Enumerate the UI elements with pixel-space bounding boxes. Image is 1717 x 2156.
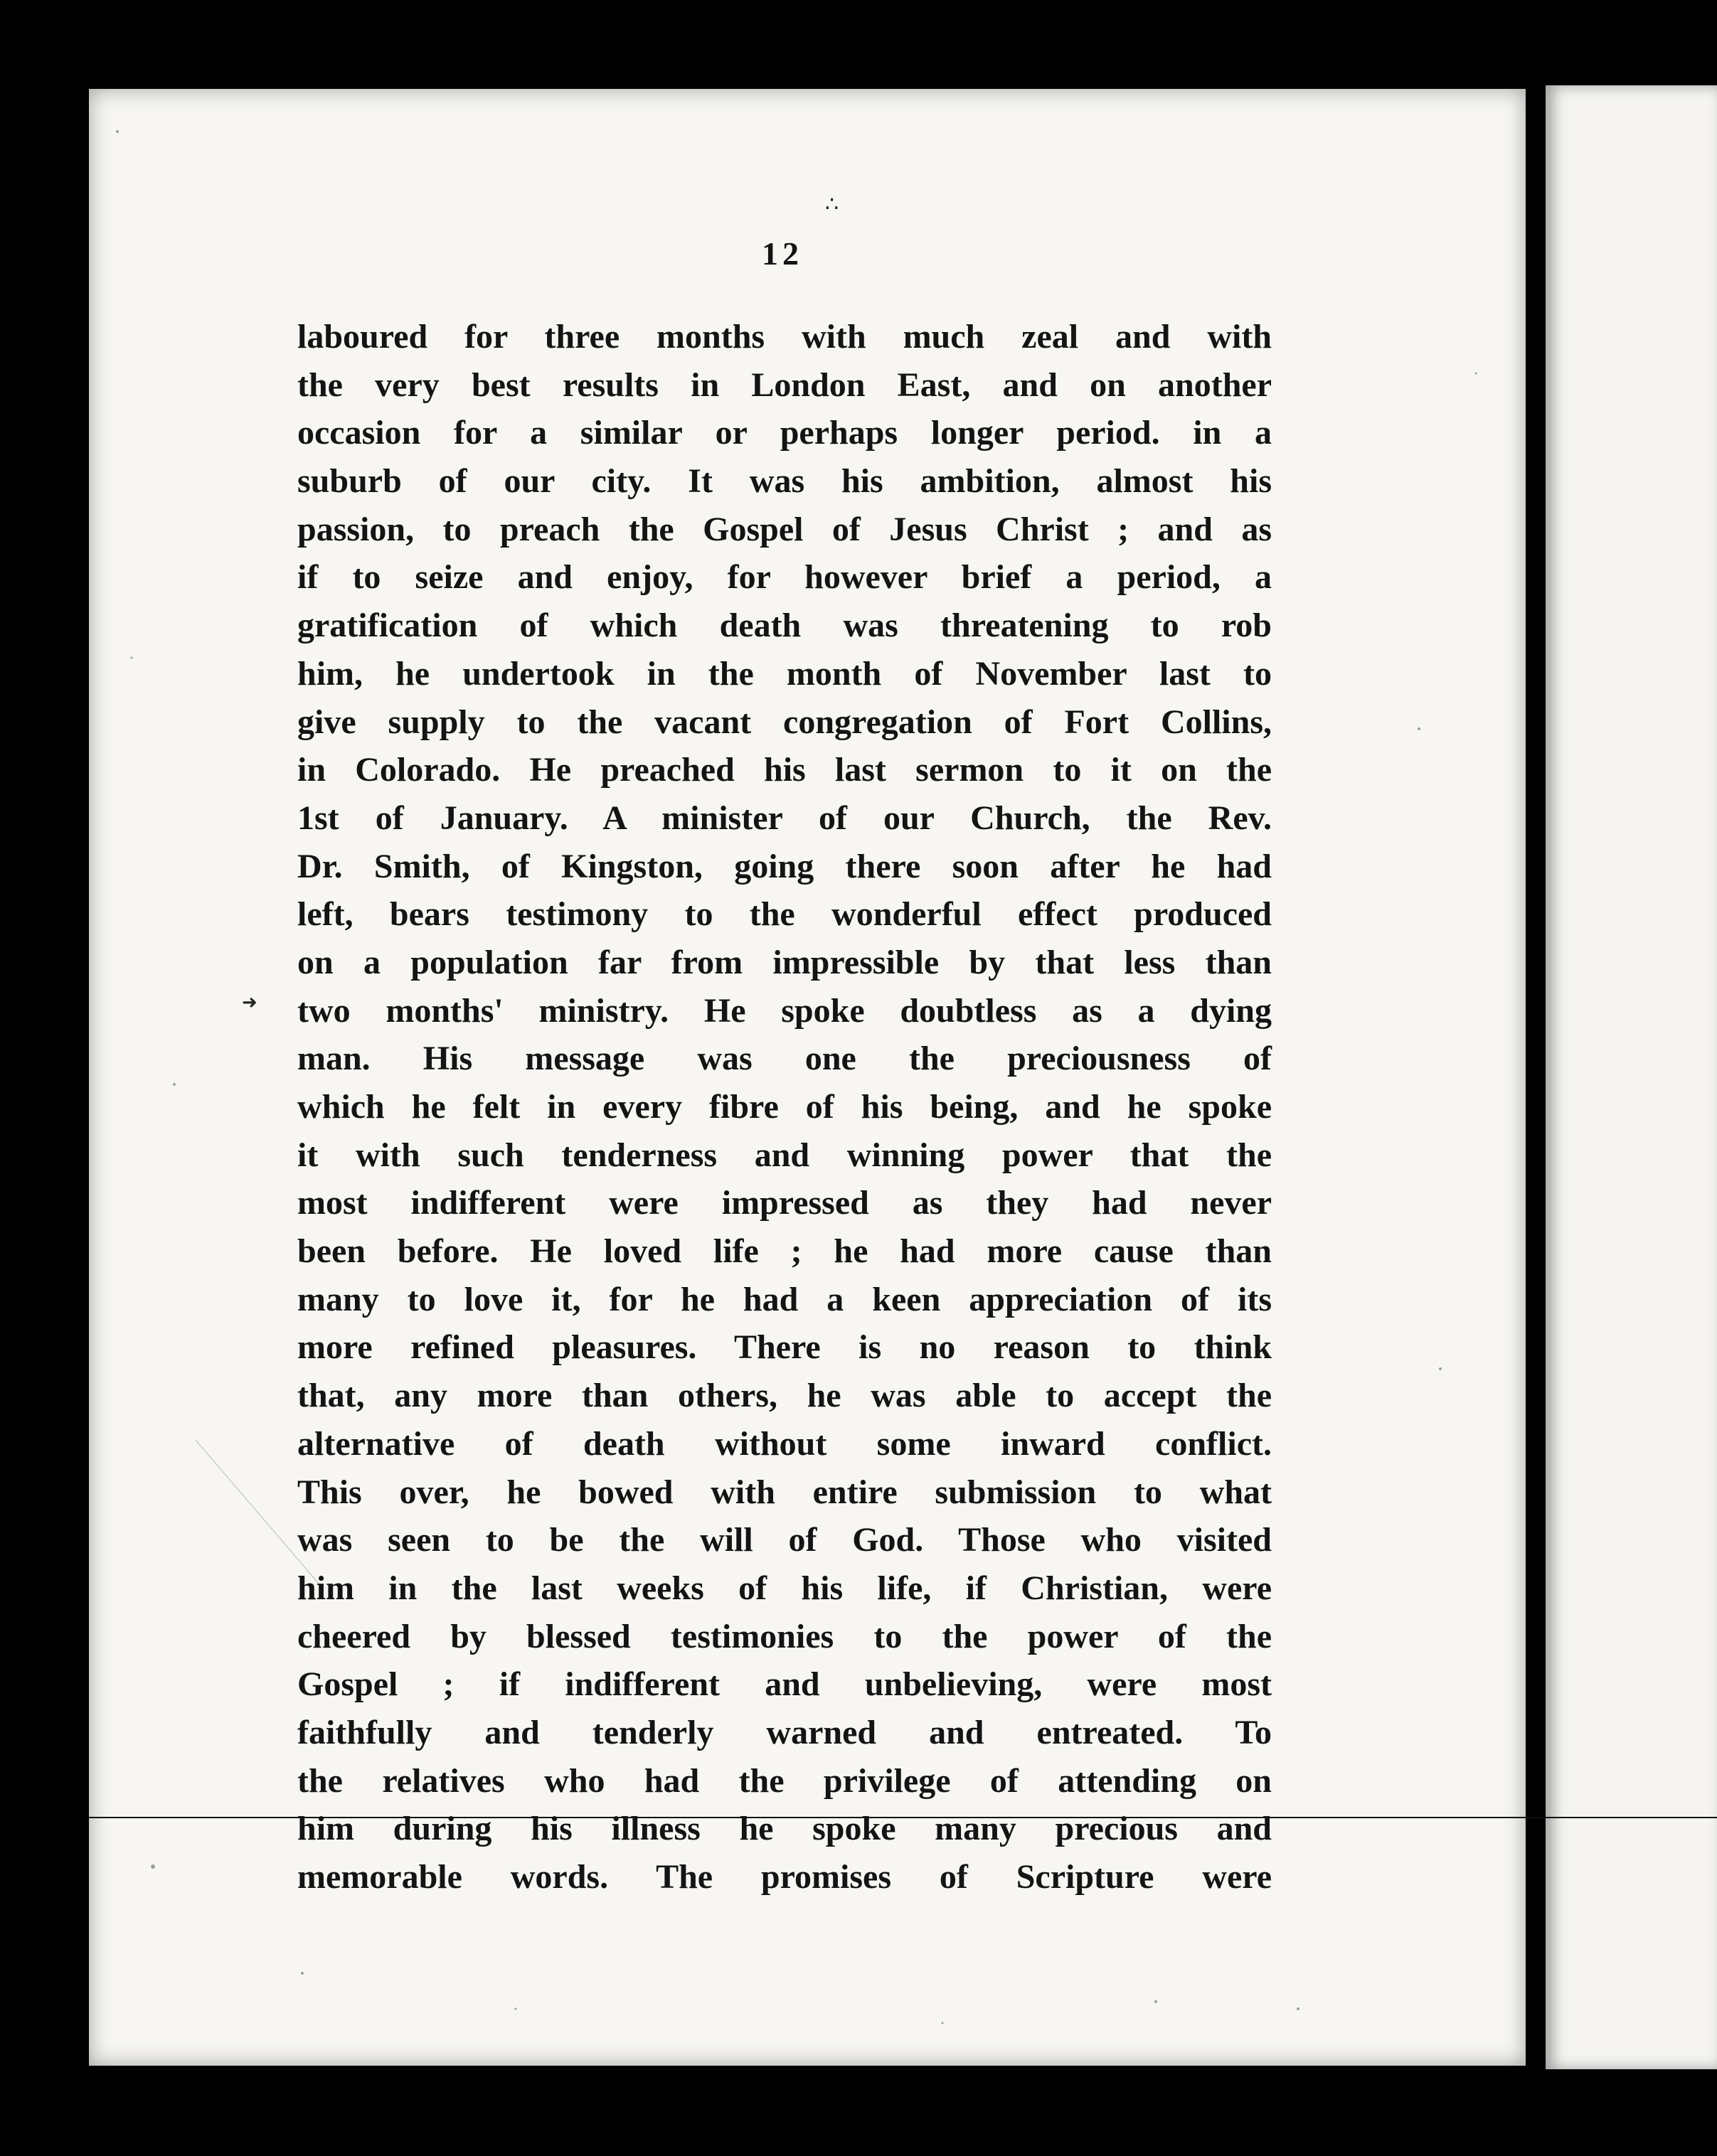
text-line: many to love it, for he had a keen appreciation of its — [297, 1280, 1272, 1318]
text-line: was seen to be the will of God. Those who visited — [297, 1521, 1272, 1559]
text-line: that, any more than others, he was able to accept the — [297, 1377, 1272, 1415]
text-line: laboured for three months with much zeal and with — [297, 318, 1272, 356]
text-line: which he felt in every fibre of his being, and he spoke — [297, 1088, 1272, 1126]
text-line: alternative of death without some inward conflict. — [297, 1424, 1272, 1463]
body-text — [297, 313, 1272, 1901]
text-line: suburb of our city. It was his ambition, almost his — [297, 462, 1272, 501]
text-line: passion, to preach the Gospel of Jesus Christ ; and as — [297, 510, 1272, 548]
arrow-mark-icon: ➜ — [242, 992, 257, 1013]
text-line: the very best results in London East, and on another — [297, 365, 1272, 404]
page-number: 12 — [762, 235, 803, 272]
text-line: left, bears testimony to the wonderful effect produced — [297, 895, 1272, 934]
text-line: in Colorado. He preached his last sermon to it on the — [297, 751, 1272, 789]
text-line: most indifferent were impressed as they had never — [297, 1184, 1272, 1222]
adjacent-page-edge — [1546, 85, 1717, 2069]
text-line: on a population far from impressible by that less than — [297, 943, 1272, 981]
text-line: if to seize and enjoy, for however brief a period, a — [297, 558, 1272, 597]
text-line: Dr. Smith, of Kingston, going there soon after he had — [297, 847, 1272, 885]
text-line: him, he undertook in the month of November last to — [297, 654, 1272, 693]
text-line: occasion for a similar or perhaps longer period. in a — [297, 414, 1272, 452]
text-line: give supply to the vacant congregation of Fort Collins, — [297, 703, 1272, 741]
text-line: the relatives who had the privilege of attending on — [297, 1761, 1272, 1800]
text-line: him in the last weeks of his life, if Christian, were — [297, 1569, 1272, 1607]
ink-speck-icon: ∴ — [825, 192, 839, 217]
text-line: more refined pleasures. There is no reason to think — [297, 1328, 1272, 1367]
text-line: cheered by blessed testimonies to the power of the — [297, 1617, 1272, 1655]
text-line: it with such tenderness and winning power that the — [297, 1136, 1272, 1174]
page-gutter — [1526, 78, 1546, 2076]
text-line: him during his illness he spoke many precious and — [297, 1810, 1272, 1848]
text-line: faithfully and tenderly warned and entreated. To — [297, 1713, 1272, 1751]
text-line: man. His message was one the preciousness of — [297, 1040, 1272, 1078]
text-line: 1st of January. A minister of our Church, the Rev. — [297, 799, 1272, 837]
text-line: been before. He loved life ; he had more cause than — [297, 1232, 1272, 1271]
text-line: two months' ministry. He spoke doubtless as a dying — [297, 991, 1272, 1030]
text-line: gratification of which death was threatening to rob — [297, 607, 1272, 645]
text-line: This over, he bowed with entire submission to what — [297, 1473, 1272, 1511]
text-line: Gospel ; if indifferent and unbelieving, were most — [297, 1665, 1272, 1704]
text-line: memorable words. The promises of Scripture were — [297, 1858, 1272, 1896]
